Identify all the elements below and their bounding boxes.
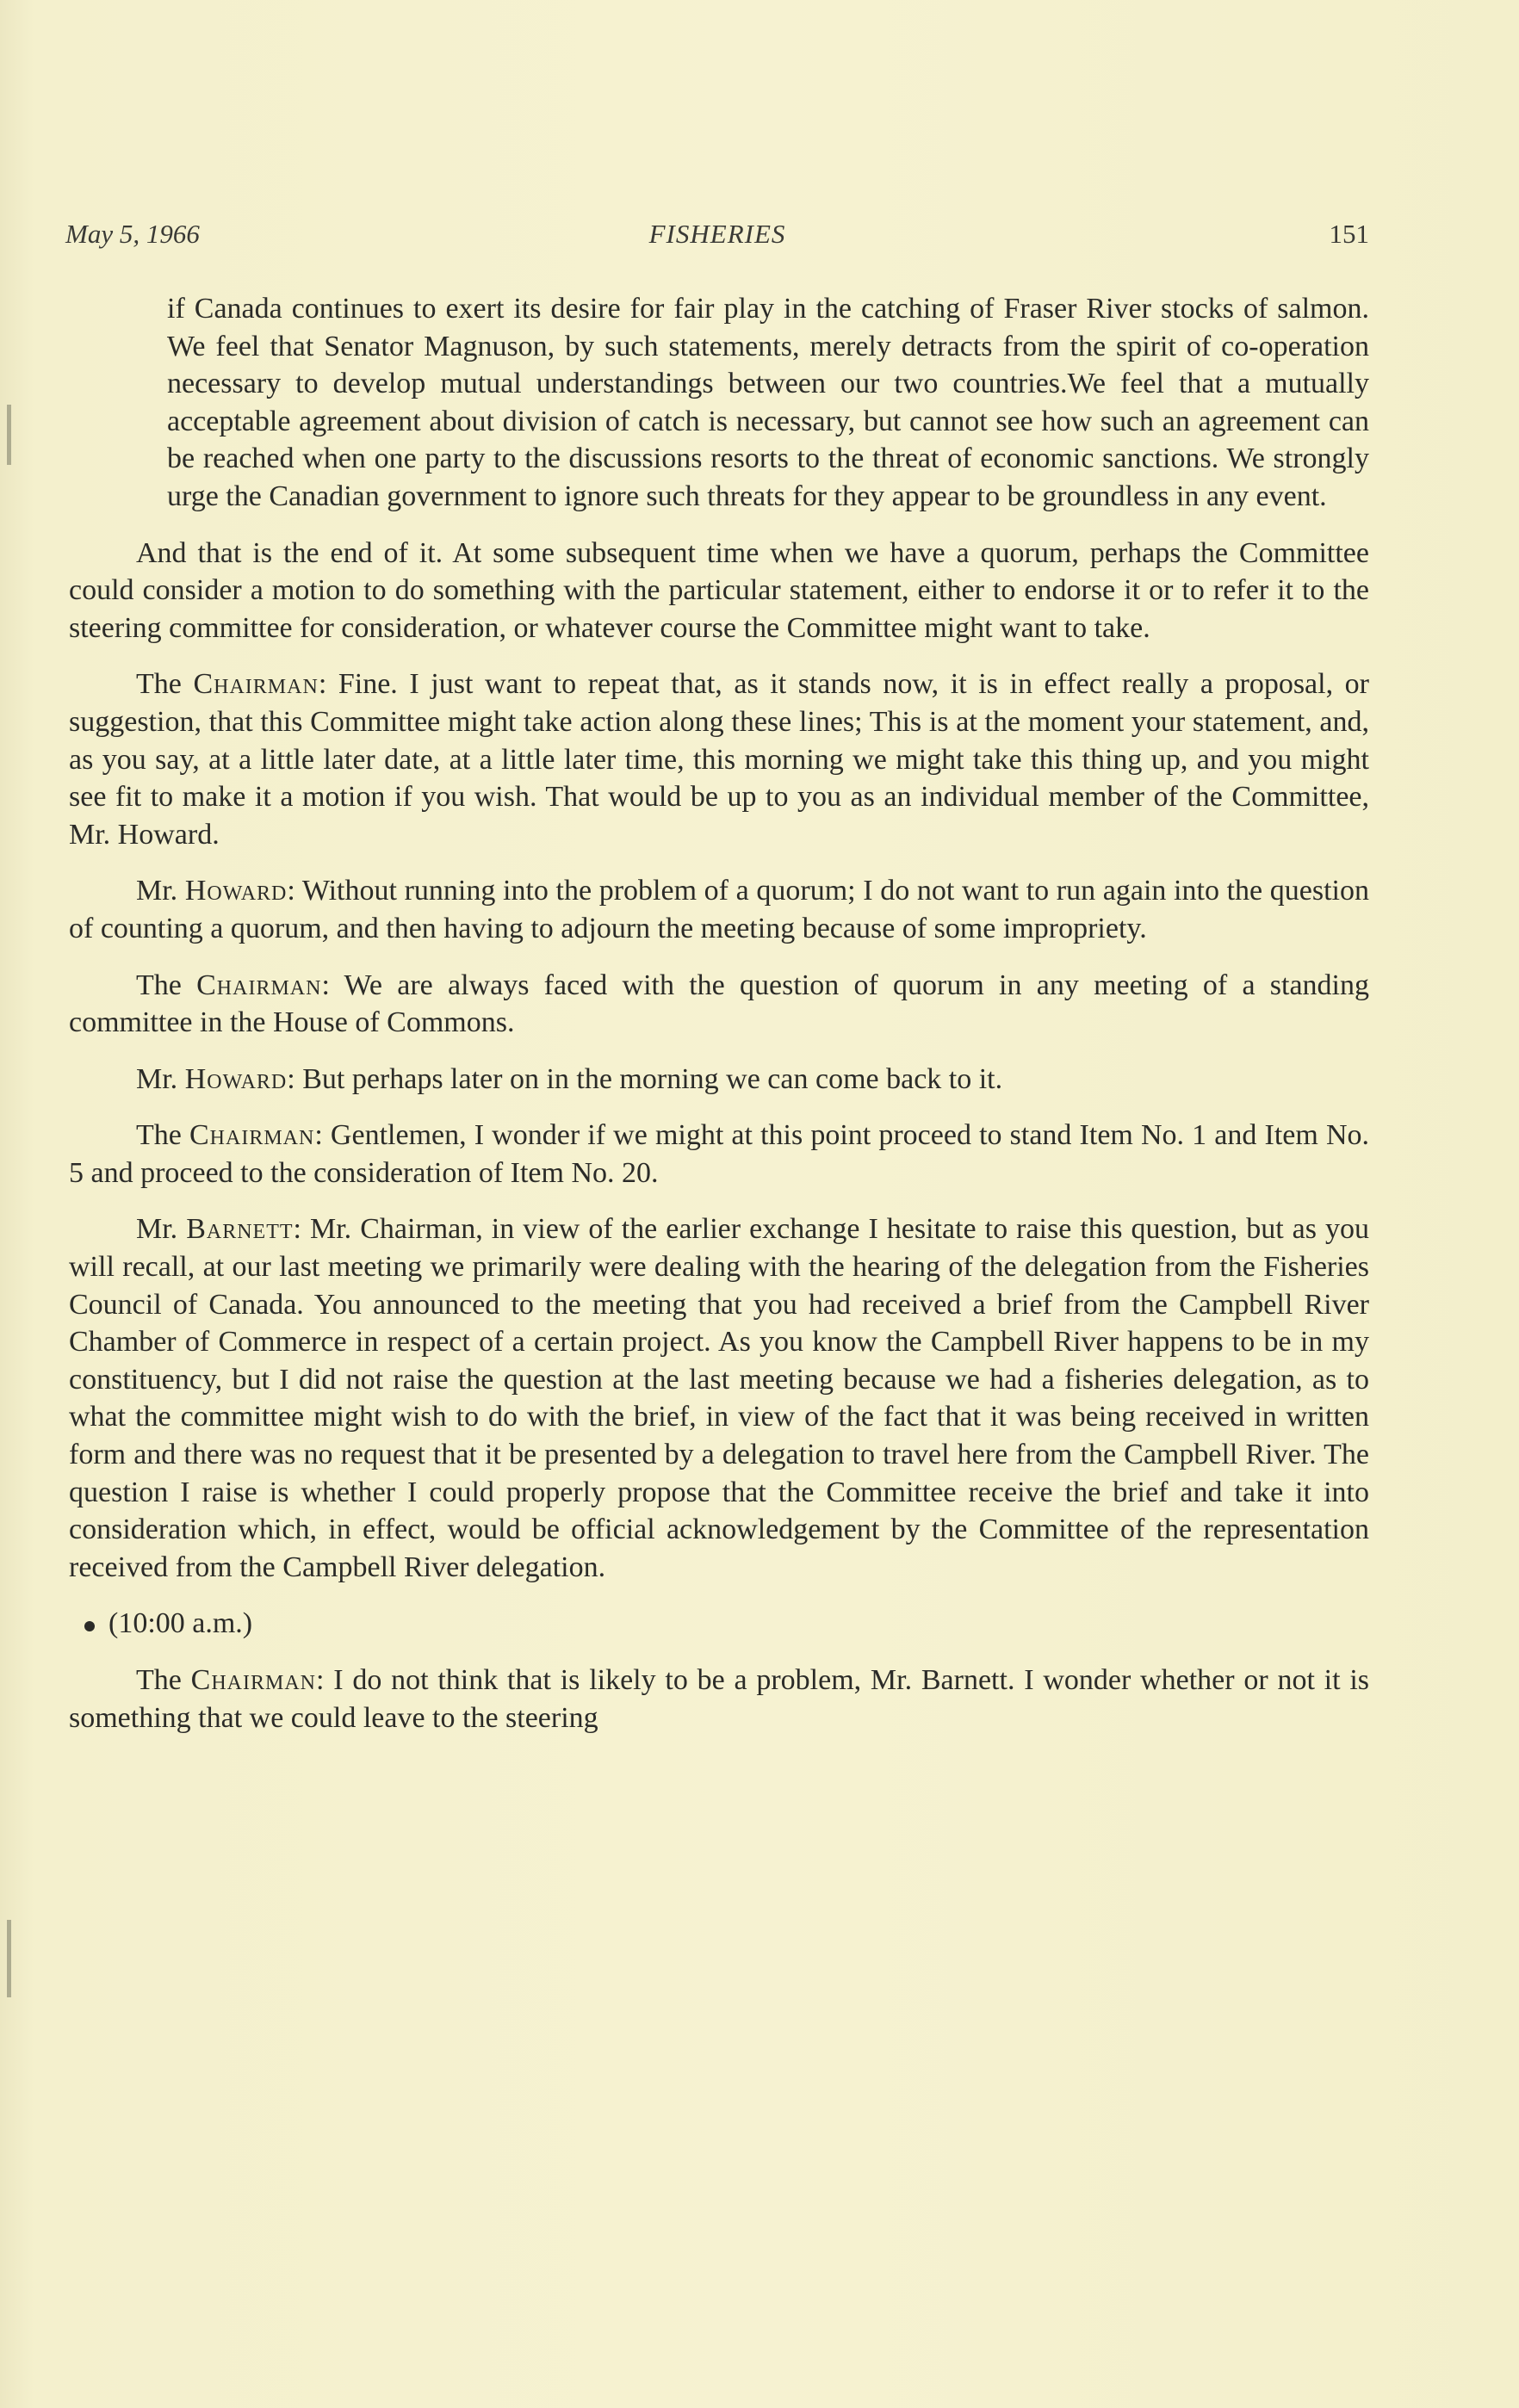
speech-paragraph bbox=[69, 872, 1369, 947]
paragraph-text: : I do not think that is likely to be a problem, Mr. Barnett. I wonder whether or not it is something that we could leave to the steering bbox=[69, 1664, 1370, 1734]
body-text bbox=[69, 290, 1369, 1736]
speaker-prefix: Mr. bbox=[136, 1213, 187, 1246]
speaker-name: Chairman bbox=[196, 969, 322, 1001]
speaker-prefix: Mr. bbox=[136, 875, 185, 907]
quoted-statement bbox=[167, 290, 1369, 516]
page-edge-mark bbox=[7, 1920, 27, 1997]
speaker-prefix: The bbox=[136, 668, 194, 701]
paragraph-text: : Without running into the problem of a quorum; I do not want to run again into the question of counting a quorum, and then having to adjourn the meeting because of some impropriety. bbox=[69, 875, 1369, 944]
speaker-prefix: The bbox=[136, 969, 197, 1001]
paragraph-text: : Fine. I just want to repeat that, as it stands now, it is in effect really a proposal, or suggestion, that this Committee might take action along these lines; This is at the moment your statement, and, as you say, at a little later date, at a little later time, this morning we might take this thing up, and you might see fit to make it a motion if you wish. That would be up to you as an individual member of the Committee, Mr. Howard. bbox=[69, 668, 1369, 851]
speaker-prefix: The bbox=[136, 1664, 191, 1696]
timestamp-text: (10:00 a.m.) bbox=[108, 1607, 253, 1640]
speech-paragraph bbox=[69, 1061, 1369, 1099]
speech-paragraph bbox=[69, 1117, 1369, 1192]
speaker-name: Howard bbox=[184, 1062, 288, 1095]
timestamp-marker bbox=[69, 1605, 1369, 1643]
speaker-name: Barnett bbox=[186, 1213, 294, 1246]
speech-paragraph bbox=[69, 1210, 1369, 1586]
paragraph-text: : Gentlemen, I wonder if we might at this point proceed to stand Item No. 1 and Item No. 5 and proceed to the consideration of Item No. 20. bbox=[69, 1119, 1370, 1189]
speaker-name: Chairman bbox=[193, 668, 319, 701]
speech-paragraph bbox=[69, 967, 1369, 1042]
speaker-name: Howard bbox=[184, 875, 288, 907]
paragraph-text: : Mr. Chairman, in view of the earlier exchange I hesitate to raise this question, but as you will recall, at our last meeting we primarily were dealing with the hearing of the delegation from the Fisheries Council of Canada. You announced to the meeting that you had received a brief from the Campbell River Chamber of Commerce in respect of a certain project. As you know the Campbell River happens to be in my constituency, but I did not raise the question at the last meeting because we had a fisheries delegation, as to what the committee might wish to do with the brief, in view of the fact that it was being received in written form and there was no request that it be presented by a delegation to travel here from the Campbell River. The question I raise is whether I could properly propose that the Committee receive the brief and take it into consideration which, in effect, would be official acknowledgement by the Committee of the representation received from the Campbell River delegation. bbox=[69, 1213, 1369, 1583]
page-edge-mark bbox=[7, 405, 27, 465]
bullet-icon bbox=[84, 1621, 95, 1631]
speaker-name: Chairman bbox=[189, 1119, 315, 1152]
paragraph-text: : But perhaps later on in the morning we can come back to it. bbox=[287, 1062, 1003, 1095]
paragraph bbox=[69, 535, 1369, 647]
page-number: 151 bbox=[1329, 219, 1369, 249]
speech-paragraph bbox=[69, 665, 1369, 853]
speaker-prefix: The bbox=[136, 1119, 189, 1152]
paragraph-text: : We are always faced with the question of quorum in any meeting of a standing committee in the House of Commons. bbox=[69, 969, 1369, 1039]
paragraph-text: if Canada continues to exert its desire for fair play in the catching of Fraser River stocks of salmon. We feel that Senator Magnuson, by such statements, merely detracts from the spirit of co-operation necessary to develop mutual understandings between our two countries.We feel that a mutually acceptable agreement about division of catch is necessary, but cannot see how such an agreement can be reached when one party to the discussions resorts to the threat of economic sanctions. We strongly urge the Canadian government to ignore such threats for they appear to be groundless in any event. bbox=[167, 293, 1369, 512]
speaker-name: Chairman bbox=[190, 1664, 316, 1696]
running-head bbox=[65, 219, 1369, 253]
paragraph-text: And that is the end of it. At some subsequent time when we have a quorum, perhaps the Committee could consider a motion to do something with the particular statement, either to endorse it or to refer it to the steering committee for consideration, or whatever course the Committee might want to take. bbox=[69, 536, 1369, 644]
header-date: May 5, 1966 bbox=[65, 219, 200, 249]
speech-paragraph bbox=[69, 1662, 1369, 1736]
speaker-prefix: Mr. bbox=[136, 1062, 185, 1095]
header-title: FISHERIES bbox=[648, 219, 786, 249]
